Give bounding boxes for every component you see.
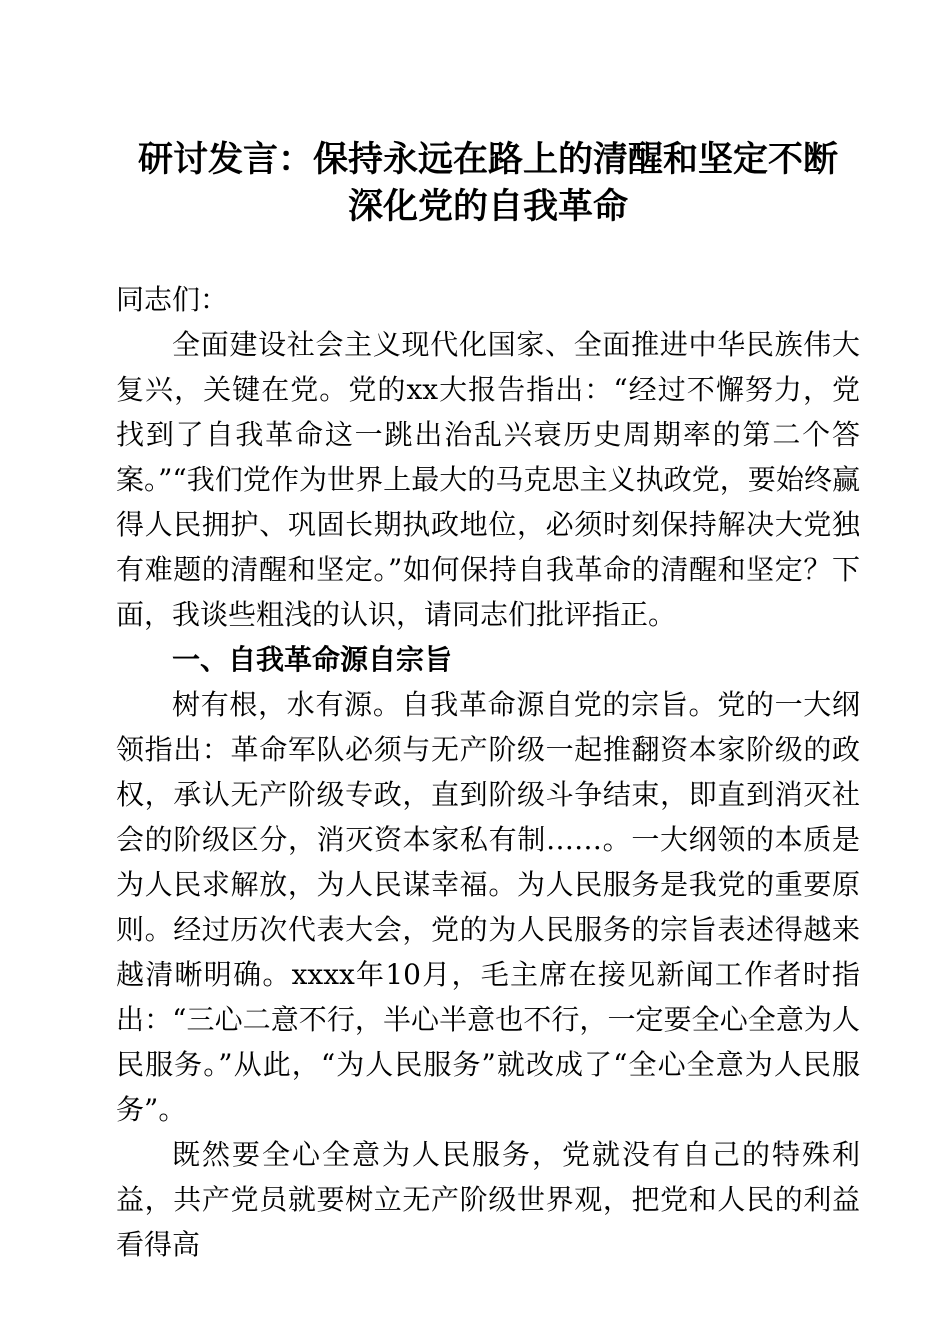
document-title-line-1: 研讨发言：保持永远在路上的清醒和坚定不断 bbox=[137, 139, 838, 180]
paragraph-introduction: 全面建设社会主义现代化国家、全面推进中华民族伟大复兴，关键在党。党的xx大报告指出：“经过不懈努力，党找到了自我革命这一跳出治乱兴衰历史周期率的第二个答案。”“我们党作为世界上最大的马克思主义执政党，要始终赢得人民拥护、巩固长期执政地位，必须时刻保持解决大党独有难题的清醒和坚定。”如何保持自我革命的清醒和坚定？下面，我谈些粗浅的认识，请同志们批评指正。 bbox=[116, 328, 860, 631]
document-body bbox=[116, 277, 860, 1267]
paragraph-section1-first: 树有根，水有源。自我革命源自党的宗旨。党的一大纲领指出：革命军队必须与无产阶级一起推翻资本家阶级的政权，承认无产阶级专政，直到阶级斗争结束，即直到消灭社会的阶级区分，消灭资本家私有制……。一大纲领的本质是为人民求解放，为人民谋幸福。为人民服务是我党的重要原则。经过历次代表大会，党的为人民服务的宗旨表述得越来越清晰明确。xxxx年10月，毛主席在接见新闻工作者时指出：“三心二意不行，半心半意也不行，一定要全心全意为人民服务。”从此，“为人民服务”就改成了“全心全意为人民服务”。 bbox=[116, 688, 860, 1126]
salutation-line: 同志们： bbox=[116, 283, 229, 316]
document-title bbox=[116, 136, 860, 230]
paragraph-section1-second: 既然要全心全意为人民服务，党就没有自己的特殊利益，共产党员就要树立无产阶级世界观，把党和人民的利益看得高 bbox=[116, 1138, 860, 1261]
document-title-line-2: 深化党的自我革命 bbox=[347, 186, 628, 227]
section-heading-1: 一、自我革命源自宗旨 bbox=[172, 643, 453, 676]
